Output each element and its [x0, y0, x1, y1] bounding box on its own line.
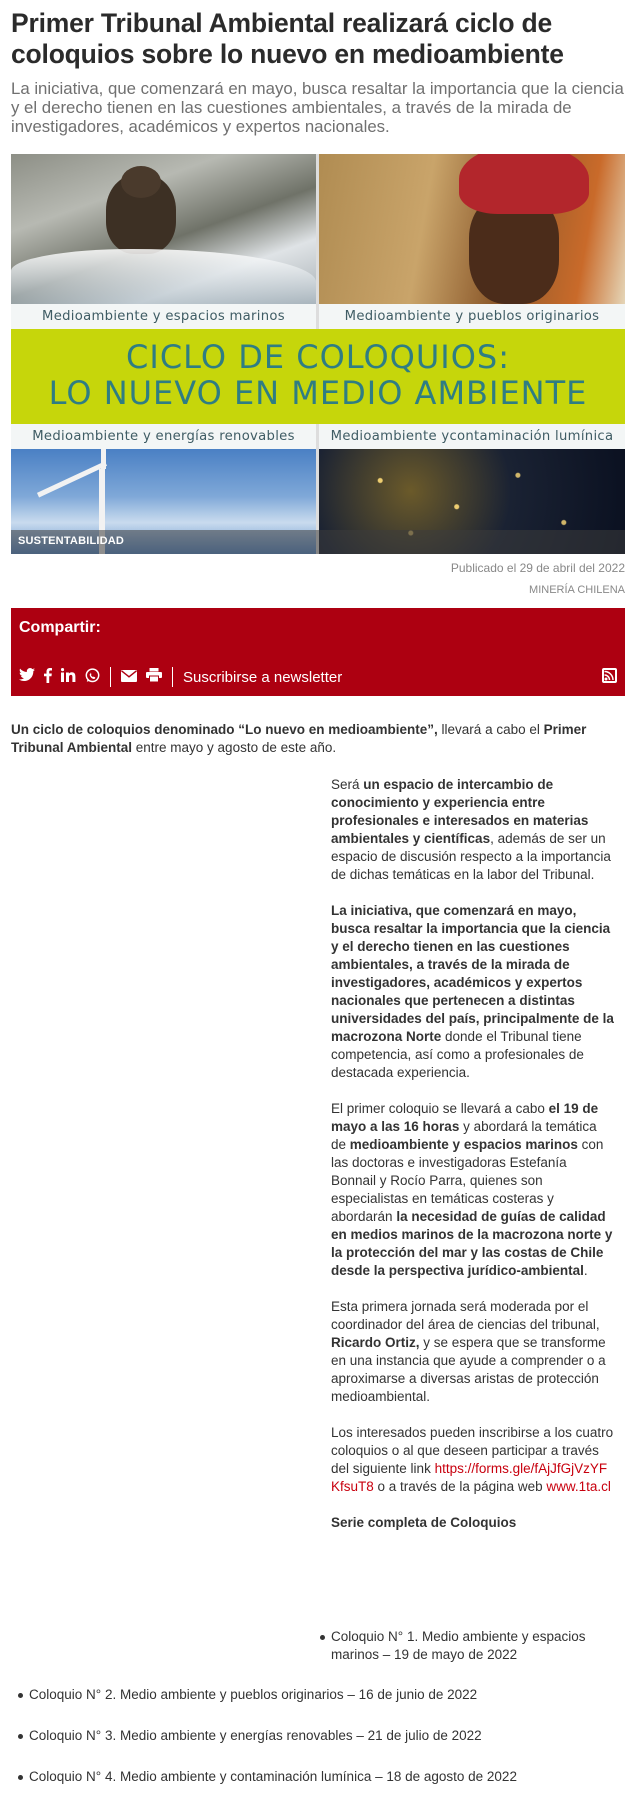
whatsapp-icon[interactable]: [85, 668, 100, 687]
banner-line-1: CICLO DE COLOQUIOS:: [126, 338, 510, 376]
p3-text-3: con las doctoras e investigadoras Estefanía Bonnail y Rocío Parra, quienes son especialistas en temáticas costeras y abordarán: [331, 1137, 604, 1224]
hero-caption-light-pollution: Medioambiente ycontaminación lumínica: [319, 424, 625, 449]
bullet-dot: [320, 1635, 325, 1640]
series-item-1: Coloquio N° 1. Medio ambiente y espacios marinos – 19 de mayo de 2022: [331, 1629, 586, 1662]
share-row: [19, 667, 342, 687]
separator: [110, 667, 111, 687]
indigenous-photo: [319, 154, 625, 304]
series-title: [331, 1514, 614, 1532]
series-item-2: Coloquio N° 2. Medio ambiente y pueblos originarios – 16 de junio de 2022: [29, 1687, 478, 1702]
list-item: [29, 1686, 626, 1704]
turbine-blade-shape: [101, 449, 106, 469]
list-item: [331, 1628, 614, 1664]
newsletter-link[interactable]: Suscribirse a newsletter: [183, 668, 343, 686]
p5-text-1: Los interesados pueden inscribirse a los cuatro coloquios o al que deseen participar a través del siguiente link: [331, 1425, 614, 1476]
bullet-dot: [18, 1775, 23, 1780]
otter-head-shape: [121, 166, 161, 198]
article: [11, 0, 625, 757]
p2-text-1: donde el Tribunal tiene competencia, así como a profesionales de destacada experiencia.: [331, 1029, 584, 1080]
facebook-icon[interactable]: [44, 668, 52, 687]
paragraph-1: [331, 776, 614, 884]
bullet-dot: [18, 1734, 23, 1739]
lead-bold-1: Un ciclo de coloquios denominado “Lo nuevo en medioambiente”,: [11, 722, 438, 737]
article-subtitle: La iniciativa, que comenzará en mayo, busca resaltar la importancia que la ciencia y el derecho tienen en las cuestiones ambientales, a través de la mirada de investigadores, académicos y expertos nacionales.: [11, 79, 624, 136]
banner-line-2: LO NUEVO EN MEDIO AMBIENTE: [48, 374, 588, 412]
p3-text-1: El primer coloquio se llevará a cabo: [331, 1101, 549, 1116]
category-tag[interactable]: SUSTENTABILIDAD: [18, 535, 125, 547]
hero-caption-marine: Medioambiente y espacios marinos: [11, 304, 316, 329]
turbine-blade-shape: [37, 461, 107, 497]
lead-paragraph: [11, 721, 625, 757]
list-item: [29, 1768, 626, 1786]
article-body-column: [331, 776, 614, 1550]
paragraph-4: [331, 1298, 614, 1406]
p1-text-1: Será: [331, 777, 364, 792]
p4-text-2: y se espera que se transforme en una instancia que ayude a comprender o a aproximarse a diversas aristas de protección medioambiental.: [331, 1335, 606, 1404]
bullet-dot: [18, 1693, 23, 1698]
paragraph-2: [331, 902, 614, 1082]
twitter-icon[interactable]: [19, 668, 35, 686]
p3-text-4: .: [583, 1263, 588, 1278]
p4-bold-1: Ricardo Ortiz,: [331, 1335, 420, 1350]
email-icon[interactable]: [121, 669, 137, 686]
category-bar: [11, 530, 625, 554]
p3-bold-1: el 19 de mayo a las 16 horas: [331, 1101, 599, 1134]
share-title: Compartir:: [19, 619, 101, 636]
lead-bold-2: Primer Tribunal Ambiental: [11, 722, 587, 755]
series-item-3: Coloquio N° 3. Medio ambiente y energías renovables – 21 de julio de 2022: [29, 1728, 482, 1743]
lead-text-1: llevará a cabo el: [437, 722, 544, 737]
separator: [172, 667, 173, 687]
hero-caption-renewables: Medioambiente y energías renovables: [11, 424, 316, 449]
series-item-4: Coloquio N° 4. Medio ambiente y contaminación lumínica – 18 de agosto de 2022: [29, 1769, 517, 1784]
lead-text-2: entre mayo y agosto de este año.: [132, 740, 337, 755]
p1-text-2: , además de ser un espacio de discusión respecto a la importancia de dichas temáticas en la labor del Tribunal.: [331, 831, 611, 882]
p1-bold-1: un espacio de intercambio de conocimiento y experiencia entre profesionales e interesados en materias ambientales y científicas: [331, 777, 589, 846]
paragraph-3: [331, 1100, 614, 1280]
list-item: [29, 1727, 626, 1745]
source-label: MINERÍA CHILENA: [529, 584, 625, 596]
article-title: Primer Tribunal Ambiental realizará ciclo de coloquios sobre lo nuevo en medioambiente: [11, 8, 564, 69]
p5-text-2: o a través de la página web: [373, 1479, 547, 1494]
forms-link[interactable]: https://forms.gle/fAjJfGjVzYFKfsuT8: [331, 1461, 608, 1494]
website-link[interactable]: www.1ta.cl: [546, 1479, 611, 1494]
series-title-text: Serie completa de Coloquios: [331, 1515, 517, 1530]
p3-text-2: y abordará la temática de: [331, 1119, 597, 1152]
p3-bold-2: medioambiente y espacios marinos: [349, 1137, 578, 1152]
paragraph-5: [331, 1424, 614, 1496]
p4-text-1: Esta primera jornada será moderada por el coordinador del área de ciencias del tribunal,: [331, 1299, 600, 1332]
published-date: Publicado el 29 de abril del 2022: [450, 561, 625, 575]
print-icon[interactable]: [146, 668, 162, 686]
wave-shape: [11, 249, 316, 304]
p2-bold-1: La iniciativa, que comenzará en mayo, busca resaltar la importancia que la ciencia y el derecho tienen en las cuestiones ambientales, a través de la mirada de investigadores, académicos y expertos nacionales que pertenecen a distintas universidades del país, principalmente de la macrozona Norte: [331, 903, 614, 1044]
hat-shape: [459, 154, 589, 214]
p3-bold-3: la necesidad de guías de calidad en medios marinos de la macrozona norte y la protección del mar y las costas de Chile desde la perspectiva jurídico-ambiental: [331, 1209, 613, 1278]
marine-photo: [11, 154, 316, 304]
hero-caption-indigenous: Medioambiente y pueblos originarios: [319, 304, 625, 329]
rss-icon[interactable]: [602, 668, 617, 683]
linkedin-icon[interactable]: [61, 668, 76, 686]
share-box: [11, 608, 625, 696]
hero-banner: [11, 329, 625, 424]
hero-image: [11, 154, 625, 554]
